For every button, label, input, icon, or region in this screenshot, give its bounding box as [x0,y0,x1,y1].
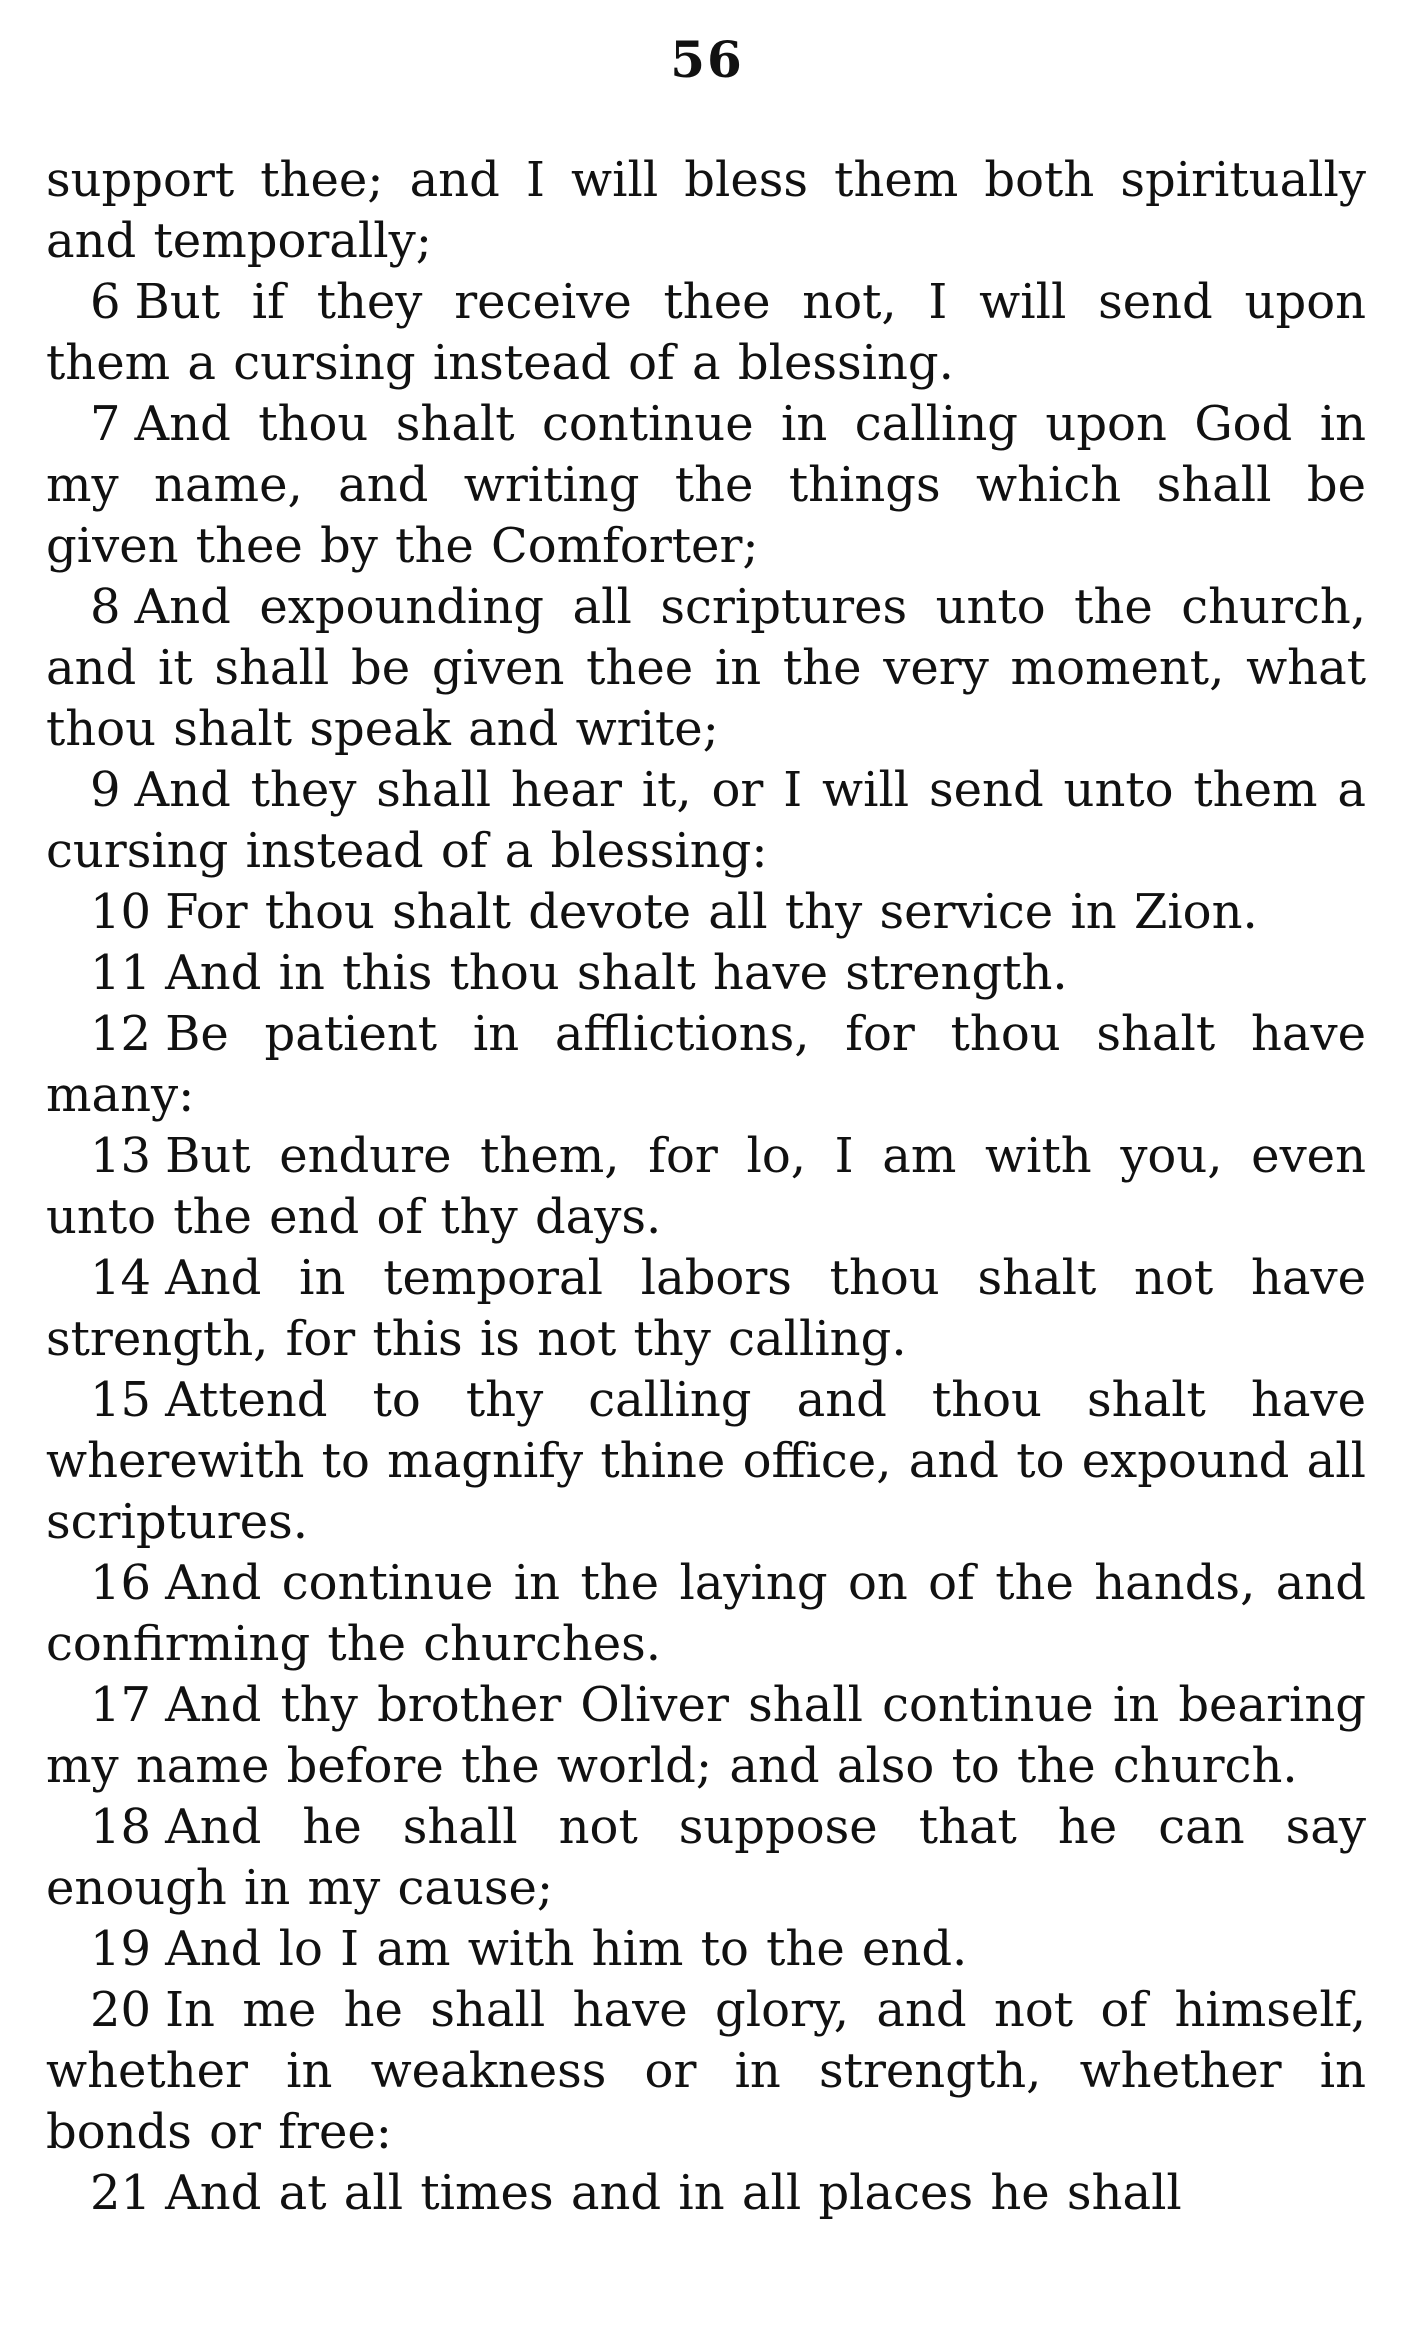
verse [46,943,1366,1004]
verse-text: And in temporal labors thou shalt not have strength, for this is not thy calling. [46,1250,1366,1367]
verse-text: And lo I am with him to the end. [165,1921,968,1977]
verse-text: But if they receive thee not, I will send upon them a cursing instead of a blessing. [46,274,1366,391]
verse-number: 6 [90,274,121,330]
verse-number: 16 [90,1555,152,1611]
verse-continuation [46,150,1366,272]
verse-number: 10 [90,884,152,940]
verse-text: And they shall hear it, or I will send unto them a cursing instead of a blessing: [46,762,1366,879]
verse-number: 13 [90,1128,152,1184]
verse [46,1919,1366,1980]
verse [46,272,1366,394]
verse-text: Be patient in afflictions, for thou shalt have many: [46,1006,1366,1123]
verse-text: And thou shalt continue in calling upon God in my name, and writing the things which shall be given thee by the Comforter; [46,396,1366,574]
verse-number: 11 [90,945,152,1001]
verse [46,1675,1366,1797]
page-number: 56 [670,30,744,89]
verse [46,1553,1366,1675]
verse-number: 8 [90,579,121,635]
verse-text: And expounding all scriptures unto the church, and it shall be given thee in the very moment, what thou shalt speak and write; [46,579,1366,757]
verse [46,1797,1366,1919]
verse-text: And thy brother Oliver shall continue in bearing my name before the world; and also to the church. [46,1677,1366,1794]
verse [46,1370,1366,1553]
verse [46,2163,1366,2224]
verse [46,1248,1366,1370]
verse [46,577,1366,760]
verse-number: 12 [90,1006,152,1062]
verse-number: 14 [90,1250,152,1306]
verse [46,394,1366,577]
verse [46,760,1366,882]
verse-number: 15 [90,1372,152,1428]
verse-text: support thee; and I will bless them both spiritually and temporally; [46,152,1366,269]
verse-number: 19 [90,1921,152,1977]
verse [46,1004,1366,1126]
verse-number: 18 [90,1799,152,1855]
verse-text: And at all times and in all places he shall [165,2165,1182,2221]
verse-number: 7 [90,396,121,452]
verse-text: But endure them, for lo, I am with you, even unto the end of thy days. [46,1128,1366,1245]
verse-text: In me he shall have glory, and not of himself, whether in weakness or in strength, whether in bonds or free: [46,1982,1366,2160]
verse-number: 21 [90,2165,152,2221]
verse-text-block [46,150,1366,2224]
verse-text: And continue in the laying on of the hands, and confirming the churches. [46,1555,1366,1672]
verse [46,1126,1366,1248]
verse-text: Attend to thy calling and thou shalt have wherewith to magnify thine office, and to expound all scriptures. [46,1372,1366,1550]
verse-text: And he shall not suppose that he can say enough in my cause; [46,1799,1366,1916]
verse-text: For thou shalt devote all thy service in Zion. [165,884,1258,940]
verse-number: 17 [90,1677,152,1733]
verse [46,1980,1366,2163]
verse-text: And in this thou shalt have strength. [165,945,1068,1001]
verse-number: 9 [90,762,121,818]
verse [46,882,1366,943]
verse-number: 20 [90,1982,152,2038]
